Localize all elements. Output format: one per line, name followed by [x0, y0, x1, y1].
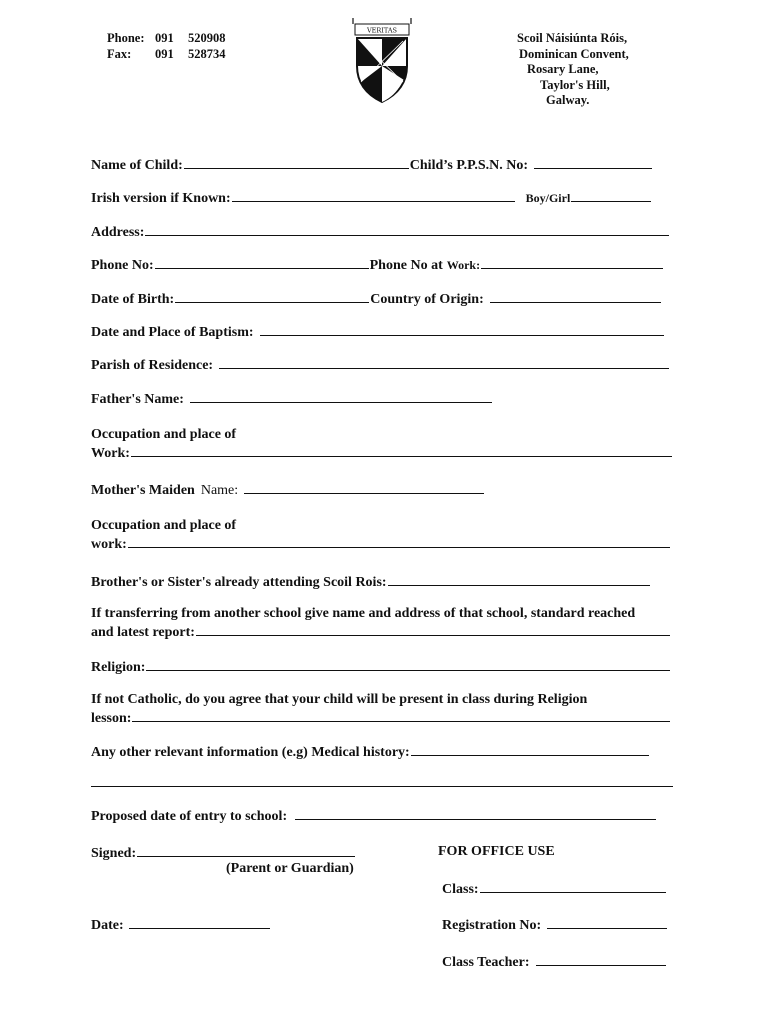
label-not-catholic: If not Catholic, do you agree that your child will be present in class during Religion [91, 692, 588, 707]
label-latest-report: and latest report: [91, 625, 195, 640]
fax-label: Fax: [107, 46, 132, 61]
field-irish-version[interactable] [232, 189, 515, 202]
row-address [91, 223, 670, 241]
label-mother-name: Name: [200, 483, 239, 498]
field-dob[interactable] [175, 290, 369, 303]
label-office-class: Class: [442, 882, 479, 897]
row-signed [91, 844, 356, 862]
label-lesson: lesson: [91, 711, 132, 726]
label-mother-work: work: [91, 537, 127, 552]
field-mother-maiden-name[interactable] [244, 481, 484, 494]
row-office-class [442, 880, 667, 898]
phone-number: 520908 [188, 31, 226, 45]
label-siblings: Brother's or Sister's already attending Scoil Rois: [91, 575, 387, 590]
row-father-occupation [91, 426, 679, 463]
address-line: Dominican Convent, [519, 46, 629, 61]
field-date[interactable] [129, 916, 270, 929]
field-other-info[interactable] [411, 743, 649, 756]
label-mother-occupation: Occupation and place of [91, 518, 237, 533]
field-name-of-child[interactable] [184, 156, 409, 169]
contact-block [107, 31, 226, 62]
label-baptism: Date and Place of Baptism: [91, 325, 254, 340]
row-irish-version [91, 189, 652, 207]
label-irish-version: Irish version if Known: [91, 191, 231, 206]
row-name-ppsn [91, 156, 653, 174]
row-other-info [91, 743, 650, 761]
field-mother-occupation[interactable] [128, 535, 670, 548]
field-other-info-continued[interactable] [91, 774, 673, 787]
field-address[interactable] [145, 223, 669, 236]
phone-label: Phone: [107, 31, 145, 45]
school-address [517, 31, 629, 109]
field-parish[interactable] [219, 356, 669, 369]
row-baptism [91, 323, 665, 341]
label-parish: Parish of Residence: [91, 358, 214, 373]
field-phone-no[interactable] [155, 256, 369, 269]
field-not-catholic[interactable] [132, 709, 670, 722]
address-line: Scoil Náisiúnta Róis, [517, 31, 628, 45]
field-siblings[interactable] [388, 573, 650, 586]
field-father[interactable] [190, 390, 492, 403]
label-phone-at: Phone No at [369, 258, 443, 273]
label-work-small: Work: [446, 258, 481, 272]
address-line: Rosary Lane, [527, 62, 599, 76]
row-mother [91, 481, 485, 499]
field-boy-girl[interactable] [571, 189, 651, 202]
label-signed: Signed: [91, 846, 137, 861]
address-line: Taylor's Hill, [540, 77, 610, 92]
field-office-class[interactable] [480, 880, 666, 893]
row-parish [91, 356, 670, 374]
crest-motto: VERITAS [366, 26, 398, 35]
row-office-teacher [442, 953, 667, 971]
address-line: Galway. [546, 93, 590, 107]
label-phone-no: Phone No: [91, 258, 154, 273]
label-religion: Religion: [91, 660, 146, 675]
row-father [91, 390, 493, 408]
label-father-work: Work: [91, 446, 130, 461]
phone-code: 091 [155, 31, 174, 45]
field-office-registration[interactable] [547, 916, 667, 929]
row-mother-occupation [91, 517, 679, 554]
row-religion [91, 658, 671, 676]
label-transfer: If transferring from another school give name and address of that school, standard reached [91, 606, 636, 621]
field-country[interactable] [490, 290, 661, 303]
field-signed[interactable] [137, 844, 355, 857]
label-address: Address: [91, 225, 145, 240]
parent-guardian-text: (Parent or Guardian) [226, 861, 354, 876]
label-other-info: Any other relevant information (e.g) Medical history: [91, 745, 410, 760]
field-ppsn[interactable] [534, 156, 652, 169]
fax-number: 528734 [188, 46, 226, 61]
field-entry-date[interactable] [295, 807, 656, 820]
label-office-teacher: Class Teacher: [442, 955, 530, 970]
field-baptism[interactable] [260, 323, 664, 336]
label-entry-date: Proposed date of entry to school: [91, 809, 288, 824]
label-boy-girl: Boy/Girl [525, 191, 571, 205]
field-father-occupation[interactable] [131, 444, 672, 457]
label-office-registration: Registration No: [442, 918, 542, 933]
row-siblings [91, 573, 651, 591]
label-parent-guardian [226, 861, 354, 877]
label-mother-maiden: Mother's Maiden [91, 483, 195, 498]
field-phone-work[interactable] [481, 256, 663, 269]
office-use-heading: FOR OFFICE USE [438, 844, 555, 859]
field-office-teacher[interactable] [536, 953, 666, 966]
row-dob-country [91, 290, 662, 308]
row-office-registration [442, 916, 668, 934]
row-entry-date [91, 807, 657, 825]
field-transfer[interactable] [196, 623, 670, 636]
fax-code: 091 [155, 46, 174, 61]
label-father: Father's Name: [91, 392, 184, 407]
row-date [91, 916, 271, 934]
label-date: Date: [91, 918, 124, 933]
row-transfer [91, 605, 679, 642]
label-name-of-child: Name of Child: [91, 158, 183, 173]
label-dob: Date of Birth: [91, 292, 175, 307]
row-other-info-continued [91, 774, 674, 787]
label-father-occupation: Occupation and place of [91, 427, 237, 442]
label-ppsn: Child’s P.P.S.N. No: [409, 158, 529, 173]
row-phone [91, 256, 664, 274]
field-religion[interactable] [146, 658, 670, 671]
school-crest-icon [349, 14, 415, 104]
label-country: Country of Origin: [370, 292, 484, 307]
row-not-catholic [91, 691, 679, 728]
